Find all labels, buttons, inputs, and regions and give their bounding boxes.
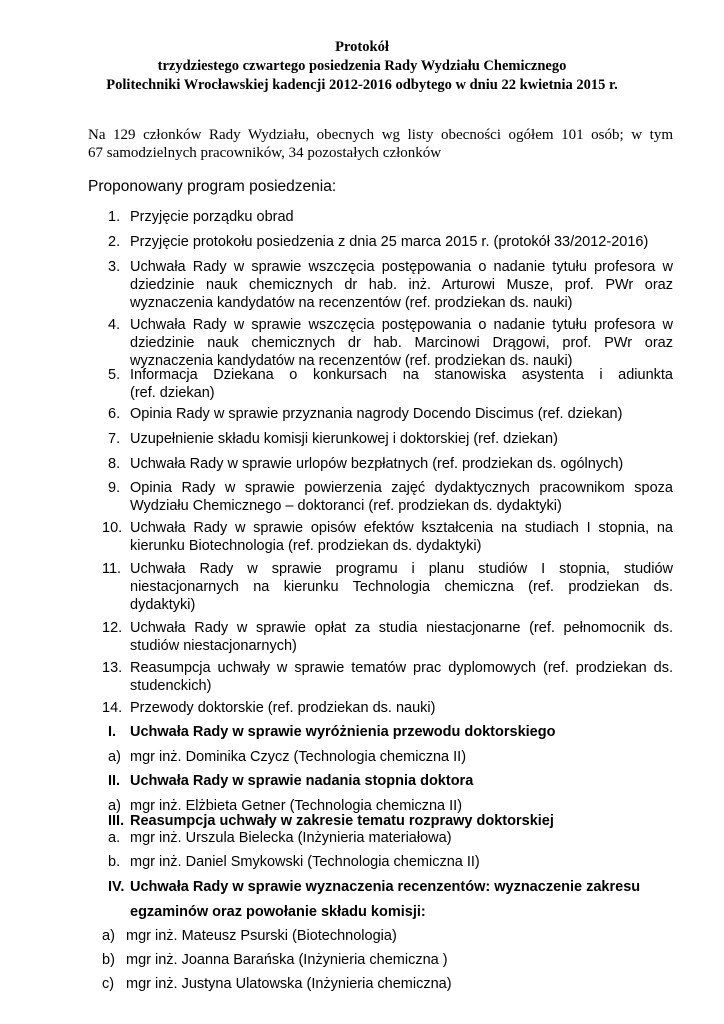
agenda-item-number: 13. [102, 660, 123, 676]
attendance-paragraph [88, 126, 673, 162]
agenda-item-number: 9. [108, 480, 121, 496]
agenda-item-line: Reasumpcja uchwały w sprawie tematów prac dyplomowych (ref. prodziekan ds. [130, 660, 673, 676]
section-number: b. [108, 854, 121, 870]
section-text: mgr inż. Joanna Barańska (Inżynieria chemiczna ) [126, 952, 448, 968]
section-number: c) [102, 976, 115, 992]
section-text: Uchwała Rady w sprawie wyznaczenia recenzentów: wyznaczenie zakresu [130, 879, 641, 895]
agenda-item-number: 10. [102, 520, 123, 536]
agenda-item-number: 3. [108, 259, 121, 275]
section-number: III. [108, 813, 125, 829]
agenda-item-number: 1. [108, 209, 121, 225]
agenda-item-line: studiów niestacjonarnych) [130, 638, 297, 654]
agenda-item-line: niestacjonarnych na kierunku Technologia chemiczna (ref. prodziekan ds. [130, 579, 673, 595]
agenda-item-line: studenckich) [130, 678, 212, 694]
attendance-line-2: 67 samodzielnych pracowników, 34 pozostałych członków [88, 145, 442, 161]
agenda-item-line: Opinia Rady w sprawie przyznania nagrody Docendo Discimus (ref. dziekan) [130, 406, 623, 422]
program-title: Proponowany program posiedzenia: [88, 178, 337, 195]
agenda-item-text [130, 699, 673, 717]
agenda-item-line: Opinia Rady w sprawie powierzenia zajęć dydaktycznych pracownikom spoza [130, 480, 673, 496]
header-subtitle: trzydziestego czwartego posiedzenia Rady Wydziału Chemicznego [157, 58, 567, 74]
section-text: Uchwała Rady w sprawie wyróżnienia przewodu doktorskiego [130, 724, 556, 740]
section-number: a. [108, 830, 121, 846]
agenda-item-line: dziedzinie nauk chemicznych dr hab. Marcinowi Drągowi, prof. PWr oraz [130, 335, 673, 351]
agenda-item-line: Uzupełnienie składu komisji kierunkowej i doktorskiej (ref. dziekan) [130, 431, 558, 447]
agenda-item-line: wyznaczenia kandydatów na recenzentów (ref. prodziekan ds. nauki) [130, 353, 573, 369]
section-text: egzaminów oraz powołanie składu komisji: [130, 904, 426, 920]
agenda-item-line: (ref. dziekan) [130, 385, 215, 401]
agenda-item-line: Uchwała Rady w sprawie opisów efektów kształcenia na studiach I stopnia, na [130, 520, 673, 536]
section-number: a) [108, 798, 121, 814]
section-number: a) [102, 928, 115, 944]
agenda-item-number: 2. [108, 234, 121, 250]
section-number: a) [108, 749, 121, 765]
agenda-item-text [130, 479, 673, 515]
agenda-item-text [130, 405, 673, 423]
section-text: mgr inż. Elżbieta Getner (Technologia chemiczna II) [130, 798, 463, 814]
agenda-item-line: Uchwała Rady w sprawie opłat za studia niestacjonarne (ref. pełnomocnik ds. [130, 620, 673, 636]
section-number: I. [108, 724, 117, 740]
section-text: mgr inż. Justyna Ulatowska (Inżynieria chemiczna) [126, 976, 452, 992]
agenda-item-text [130, 659, 673, 695]
section-text: mgr inż. Mateusz Psurski (Biotechnologia) [126, 928, 397, 944]
agenda-item-line: Informacja Dziekana o konkursach na stanowiska asystenta i adiunkta [130, 367, 673, 383]
agenda-item-text [130, 208, 673, 226]
agenda-item-text [130, 560, 673, 614]
section-text: mgr inż. Dominika Czycz (Technologia chemiczna II) [130, 749, 467, 765]
agenda-item-number: 8. [108, 456, 121, 472]
agenda-item-text [130, 430, 673, 448]
section-number: II. [108, 773, 121, 789]
section-text: Reasumpcja uchwały w zakresie tematu rozprawy doktorskiej [130, 813, 554, 829]
header-title: Protokół [335, 39, 389, 55]
agenda-item-line: Przyjęcie porządku obrad [130, 209, 294, 225]
section-number: IV. [108, 879, 125, 895]
agenda-item-number: 11. [102, 561, 122, 577]
agenda-item-text [130, 455, 673, 473]
agenda-item-text [130, 619, 673, 655]
agenda-item-line: Uchwała Rady w sprawie urlopów bezpłatnych (ref. prodziekan ds. ogólnych) [130, 456, 624, 472]
agenda-item-line: kierunku Biotechnologia (ref. prodziekan ds. dydaktyki) [130, 538, 482, 554]
agenda-item-line: Uchwała Rady w sprawie wszczęcia postępowania o nadanie tytułu profesora w [130, 259, 673, 275]
agenda-item-line: wyznaczenia kandydatów na recenzentów (ref. prodziekan ds. nauki) [130, 295, 573, 311]
section-text: Uchwała Rady w sprawie nadania stopnia doktora [130, 773, 474, 789]
protocol-header [0, 38, 724, 95]
agenda-item-line: Wydziału Chemicznego – doktoranci (ref. prodziekan ds. dydaktyki) [130, 498, 562, 514]
agenda-item-line: dziedzinie nauk chemicznych dr hab. inż. Arturowi Musze, prof. PWr oraz [130, 277, 673, 293]
agenda-item-number: 7. [108, 431, 121, 447]
agenda-item-line: Przyjęcie protokołu posiedzenia z dnia 25 marca 2015 r. (protokół 33/2012-2016) [130, 234, 649, 250]
attendance-line-1: Na 129 członków Rady Wydziału, obecnych wg listy obecności ogółem 101 osób; w tym [88, 127, 673, 143]
agenda-item-text [130, 233, 673, 251]
agenda-item-number: 6. [108, 406, 121, 422]
agenda-item-text [130, 258, 673, 312]
section-number: b) [102, 952, 115, 968]
agenda-item-number: 5. [108, 367, 121, 383]
header-meeting-info: Politechniki Wrocławskiej kadencji 2012-2016 odbytego w dniu 22 kwietnia 2015 r. [106, 77, 618, 93]
agenda-item-line: Przewody doktorskie (ref. prodziekan ds. nauki) [130, 700, 436, 716]
section-text: mgr inż. Daniel Smykowski (Technologia chemiczna II) [130, 854, 480, 870]
section-text: mgr inż. Urszula Bielecka (Inżynieria materiałowa) [130, 830, 452, 846]
agenda-item-text [130, 366, 673, 402]
agenda-item-text [130, 316, 673, 370]
agenda-item-number: 14. [102, 700, 123, 716]
agenda-item-line: dydaktyki) [130, 597, 196, 613]
agenda-item-number: 4. [108, 317, 121, 333]
agenda-item-text [130, 519, 673, 555]
agenda-item-line: Uchwała Rady w sprawie programu i planu studiów I stopnia, studiów [130, 561, 673, 577]
agenda-item-number: 12. [102, 620, 123, 636]
agenda-item-line: Uchwała Rady w sprawie wszczęcia postępowania o nadanie tytułu profesora w [130, 317, 673, 333]
